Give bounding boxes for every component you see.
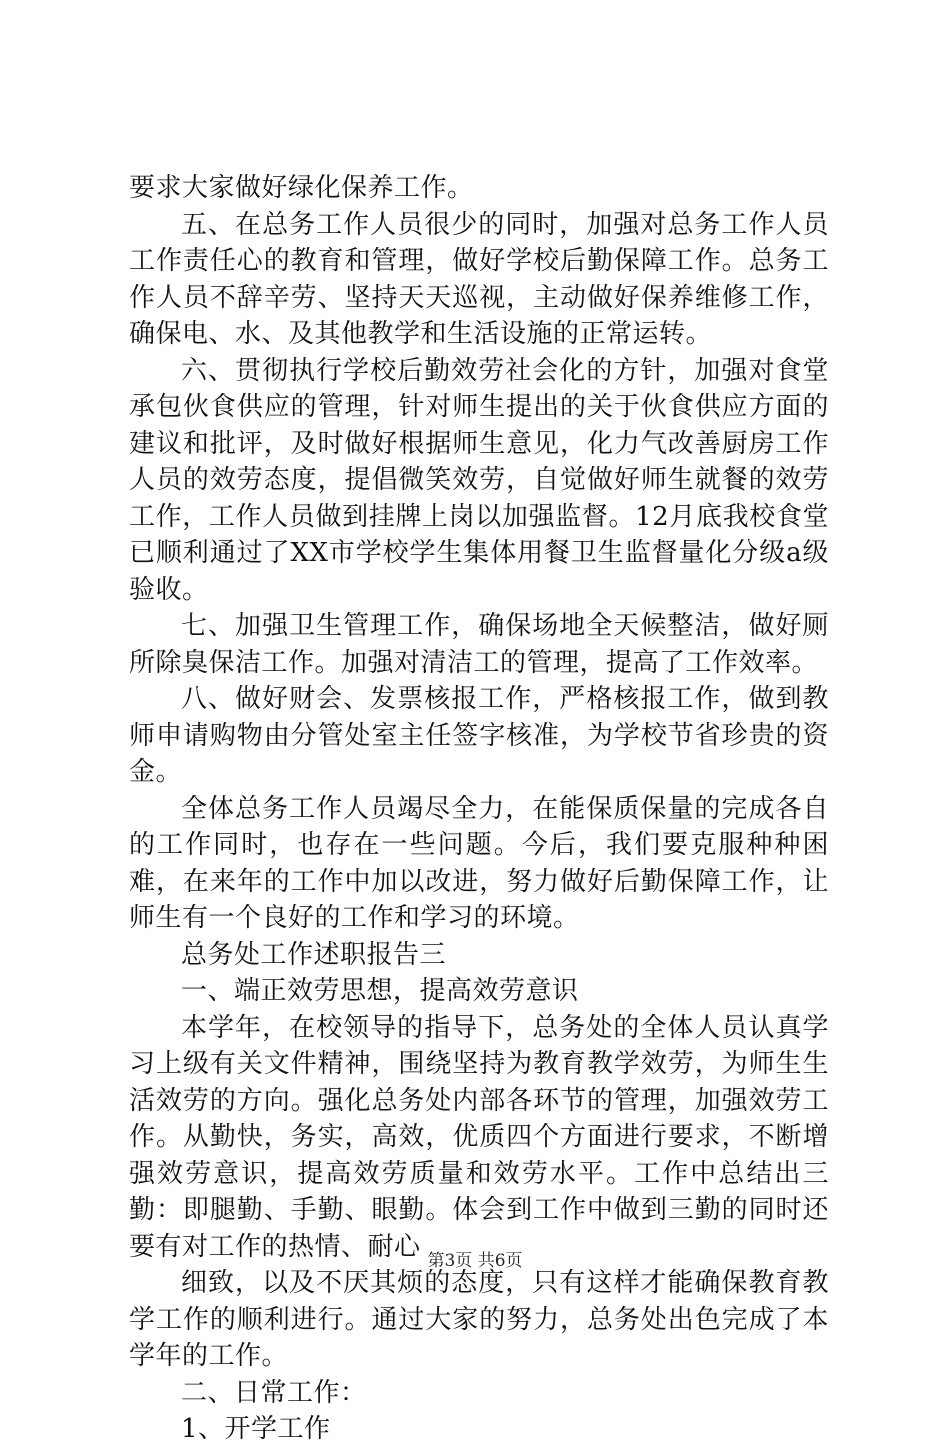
subsection-heading-3: 1、开学工作 — [181, 1414, 331, 1444]
subsection-heading-2: 二、日常工作： — [181, 1377, 367, 1408]
page-number: 第3页 共6页 — [427, 1251, 523, 1271]
subsection-heading-1: 一、端正效劳思想，提高效劳意识 — [181, 976, 579, 1006]
paragraph-1: 要求大家做好绿化保养工作。 — [129, 173, 474, 203]
paragraph-8: 细致，以及不厌其烦的态度，只有这样才能确保教育教学工作的顺利进行。通过大家的努力，总务处出色完成了本学年的工作。 — [129, 1268, 829, 1371]
page-footer — [0, 1246, 950, 1271]
paragraph-2: 五、在总务工作人员很少的同时，加强对总务工作人员工作责任心的教育和管理，做好学校后勤保障工作。总务工作人员不辞辛劳、坚持天天巡视，主动做好保养维修工作，确保电、水、及其他教学和生活设施的正常运转。 — [129, 209, 829, 349]
section-title: 总务处工作述职报告三 — [181, 939, 447, 970]
paragraph-5: 八、做好财会、发票核报工作，严格核报工作，做到教师申请购物由分管处室主任签字核准，为学校节省珍贵的资金。 — [129, 684, 829, 787]
paragraph-4: 七、加强卫生管理工作，确保场地全天候整洁，做好厕所除臭保洁工作。加强对清洁工的管理，提高了工作效率。 — [129, 611, 829, 678]
paragraph-3: 六、贯彻执行学校后勤效劳社会化的方针，加强对食堂承包伙食供应的管理，针对师生提出的关于伙食供应方面的建议和批评，及时做好根据师生意见，化力气改善厨房工作人员的效劳态度，提倡微笑效劳，自觉做好师生就餐的效劳工作，工作人员做到挂牌上岗以加强监督。12月底我校食堂已顺利通过了XX市学校学生集体用餐卫生监督量化分级a级验收。 — [129, 355, 829, 605]
paragraph-6: 全体总务工作人员竭尽全力，在能保质保量的完成各自的工作同时，也存在一些问题。今后，我们要克服种种困难，在来年的工作中加以改进，努力做好后勤保障工作，让师生有一个良好的工作和学习的环境。 — [129, 793, 829, 933]
paragraph-7: 本学年，在校领导的指导下，总务处的全体人员认真学习上级有关文件精神，围绕坚持为教育教学效劳，为师生生活效劳的方向。强化总务处内部各环节的管理，加强效劳工作。从勤快，务实，高效，优质四个方面进行要求，不断增强效劳意识，提高效劳质量和效劳水平。工作中总结出三勤：即腿勤、手勤、眼勤。体会到工作中做到三勤的同时还要有对工作的热情、耐心 — [129, 1012, 829, 1262]
